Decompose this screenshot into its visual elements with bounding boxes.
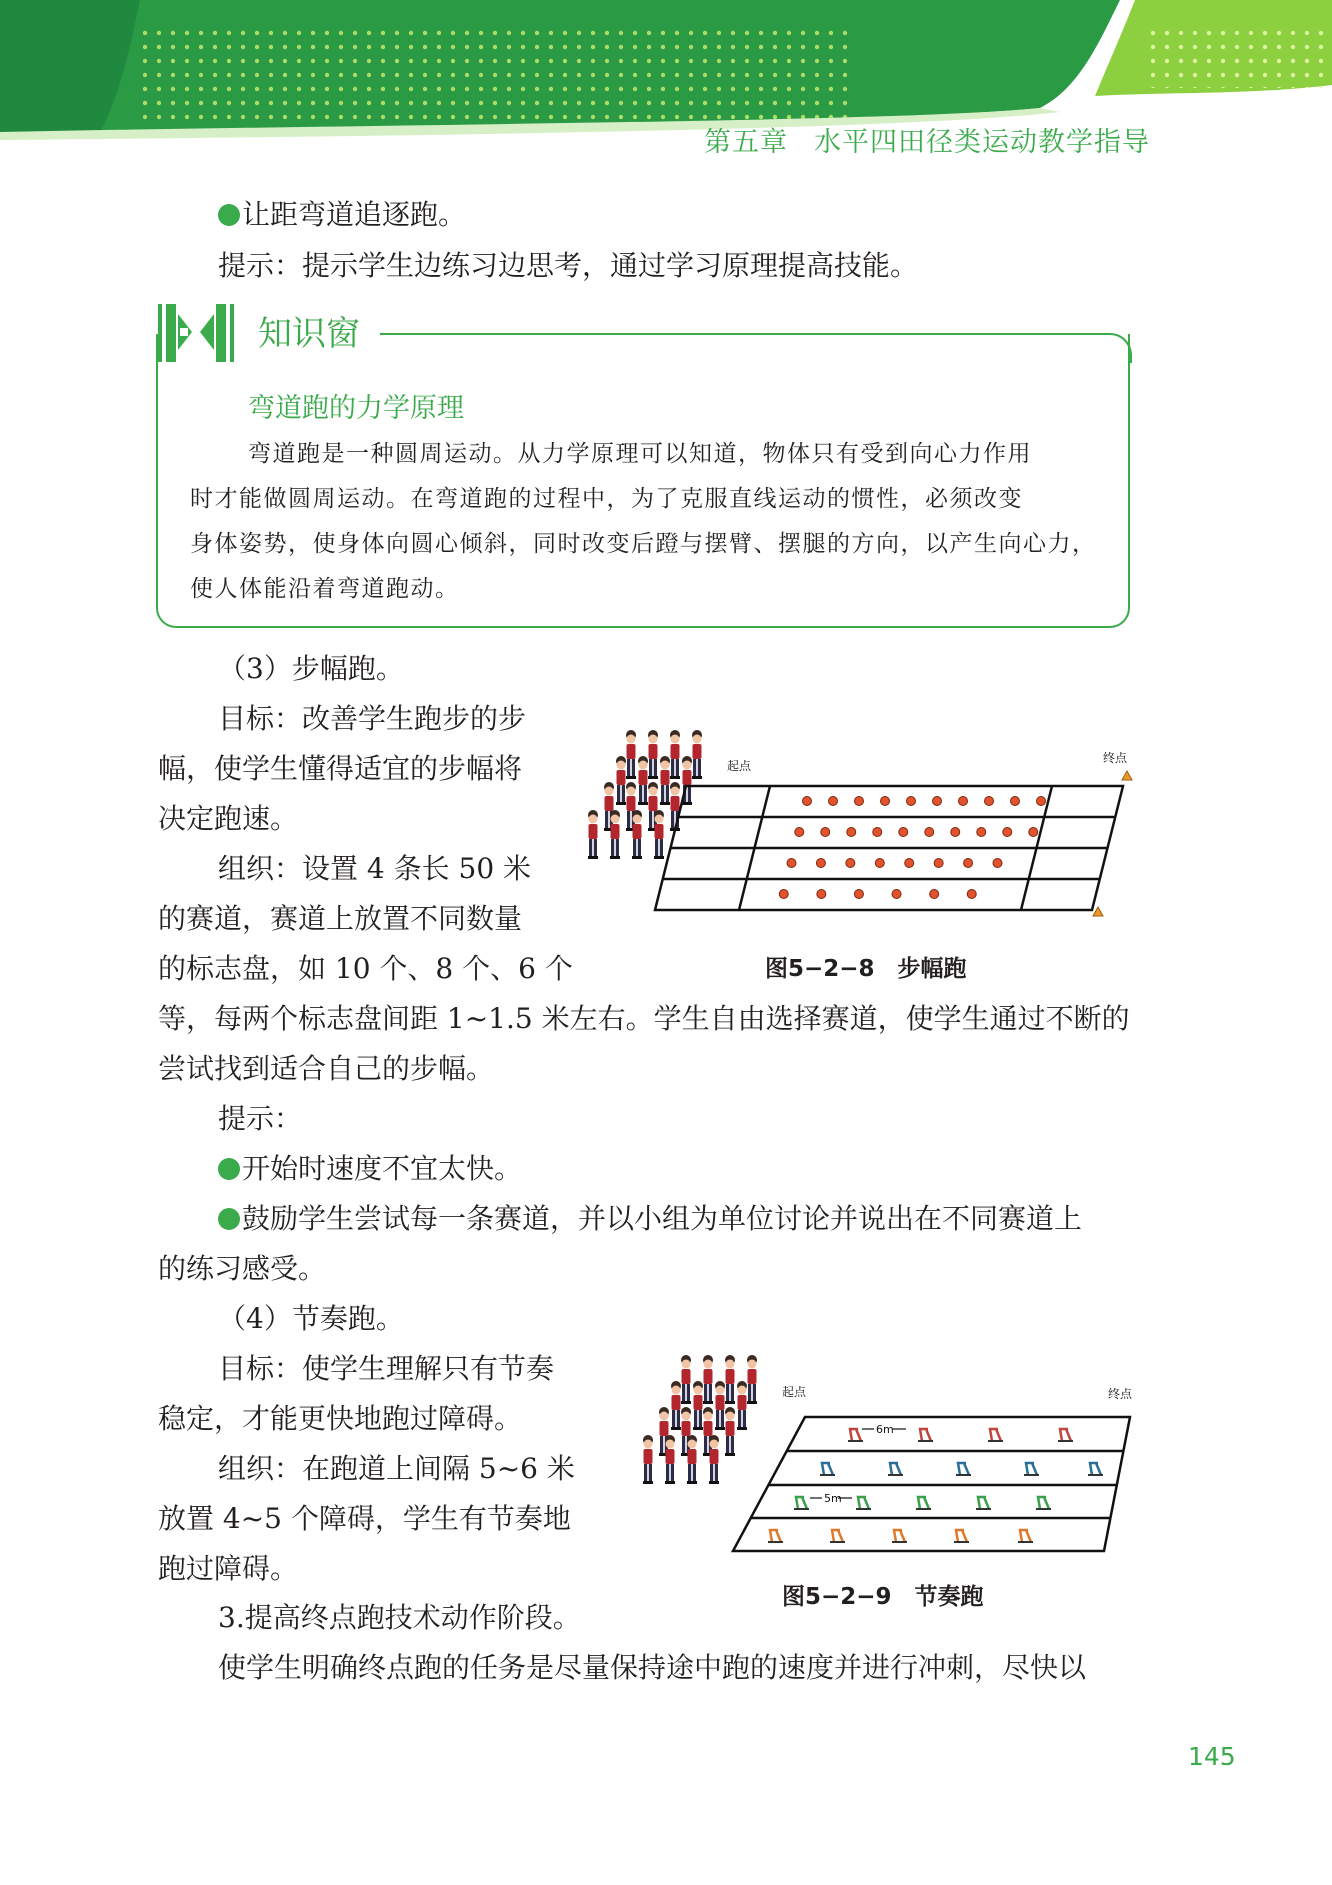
page-number: 145 xyxy=(1188,1742,1236,1771)
marker-disc xyxy=(787,859,796,868)
marker-disc xyxy=(846,859,855,868)
hurdle-icon xyxy=(918,1497,929,1509)
marker-disc xyxy=(821,828,830,837)
hurdle-icon xyxy=(920,1429,931,1441)
bullet-icon xyxy=(218,204,240,226)
hurdle-icon xyxy=(958,1463,969,1475)
figure9-caption: 图5−2−9 节奏跑 xyxy=(782,1584,984,1610)
start-label: 起点 xyxy=(727,759,752,773)
knowledge-window-title: 知识窗 xyxy=(258,314,360,354)
figure-rhythm-run xyxy=(630,1355,1150,1575)
section3-goal-line: 决定跑速。 xyxy=(158,802,299,835)
hurdle-icon xyxy=(1020,1530,1031,1542)
final-text: 使学生明确终点跑的任务是尽量保持途中跑的速度并进行冲刺，尽快以 xyxy=(218,1651,1087,1684)
student-figure xyxy=(604,782,614,831)
student-figure xyxy=(654,810,664,859)
student-figure xyxy=(681,1355,691,1404)
chapter-number: 第五章 xyxy=(704,127,788,158)
section4-heading: （4）节奏跑。 xyxy=(218,1302,404,1335)
bullet-icon xyxy=(218,1158,240,1180)
chapter-header xyxy=(704,120,1150,159)
section3-org-line: 的赛道，赛道上放置不同数量 xyxy=(158,902,523,935)
cone-icon xyxy=(1122,771,1132,780)
student-figure xyxy=(626,730,636,779)
student-figure xyxy=(659,1407,669,1456)
marker-disc xyxy=(892,890,901,899)
header-banner xyxy=(0,0,1332,140)
knowledge-body xyxy=(190,432,1100,612)
marker-disc xyxy=(875,859,884,868)
student-figure xyxy=(670,730,680,779)
student-figure xyxy=(737,1381,747,1430)
student-figure xyxy=(703,1407,713,1456)
student-figure xyxy=(638,756,648,805)
hurdle-icon xyxy=(858,1497,869,1509)
student-figure xyxy=(692,730,702,779)
student-figure xyxy=(681,1407,691,1456)
marker-disc xyxy=(977,828,986,837)
hurdle-icon xyxy=(990,1429,1001,1441)
section4-goal-line: 稳定，才能更快地跑过障碍。 xyxy=(158,1402,523,1435)
marker-disc xyxy=(959,797,968,806)
student-figure xyxy=(715,1381,725,1430)
marker-disc xyxy=(934,859,943,868)
track-lanes xyxy=(655,786,1123,910)
bullet-text: 让距弯道追逐跑。 xyxy=(242,198,467,231)
section4-org-line: 跑过障碍。 xyxy=(158,1552,299,1585)
section3-cont-line: 尝试找到适合自己的步幅。 xyxy=(158,1052,495,1085)
student-figure xyxy=(747,1355,757,1404)
chapter-title-text: 水平四田径类运动教学指导 xyxy=(814,127,1150,158)
student-figure xyxy=(687,1435,697,1484)
student-figure xyxy=(648,782,658,831)
marker-disc xyxy=(905,859,914,868)
marker-disc xyxy=(1003,828,1012,837)
cone-icon xyxy=(1093,907,1103,916)
hurdle-icon xyxy=(796,1497,807,1509)
hurdle-icon xyxy=(978,1497,989,1509)
marker-disc xyxy=(907,797,916,806)
student-figure xyxy=(671,1381,681,1430)
hurdle-icon xyxy=(894,1530,905,1542)
section4-org-line: 放置 4~5 个障碍，学生有节奏地 xyxy=(158,1502,571,1535)
marker-disc xyxy=(1029,828,1038,837)
finish-label: 终点 xyxy=(1108,1387,1133,1401)
gap-label: 5m xyxy=(824,1492,842,1505)
knowledge-line: 身体姿势，使身体向圆心倾斜，同时改变后蹬与摆臂、摆腿的方向，以产生向心力， xyxy=(190,531,1097,557)
gap-label: 6m xyxy=(876,1423,894,1436)
marker-disc xyxy=(829,797,838,806)
marker-disc xyxy=(855,797,864,806)
section3-cont-line: 等，每两个标志盘间距 1~1.5 米左右。学生自由选择赛道，使学生通过不断的 xyxy=(158,1002,1130,1035)
marker-disc xyxy=(951,828,960,837)
student-figure xyxy=(588,810,598,859)
finish-label: 终点 xyxy=(1103,751,1128,765)
section3-tip: 提示： xyxy=(218,1102,303,1135)
hurdle-icon xyxy=(832,1530,843,1542)
student-figure xyxy=(626,782,636,831)
bullet-text: 开始时速度不宜太快。 xyxy=(242,1152,523,1185)
hurdle-icon xyxy=(770,1530,781,1542)
student-figure xyxy=(693,1381,703,1430)
student-group xyxy=(643,1355,757,1484)
marker-disc xyxy=(985,797,994,806)
marker-disc xyxy=(967,890,976,899)
marker-disc xyxy=(816,859,825,868)
section3-bullet-cont: 的练习感受。 xyxy=(158,1252,327,1285)
marker-disc xyxy=(993,859,1002,868)
student-figure xyxy=(665,1435,675,1484)
marker-disc xyxy=(930,890,939,899)
knowledge-line: 使人体能沿着弯道跑动。 xyxy=(190,576,460,602)
marker-disc xyxy=(795,828,804,837)
section3-goal-line: 目标：改善学生跑步的步 xyxy=(218,702,527,735)
hurdle-icon xyxy=(822,1463,833,1475)
section3-bullet xyxy=(218,1194,1082,1244)
hurdle-icon xyxy=(1026,1463,1037,1475)
marker-disc xyxy=(933,797,942,806)
figure-stride-run xyxy=(575,720,1145,940)
marker-disc xyxy=(803,797,812,806)
marker-disc xyxy=(899,828,908,837)
student-figure xyxy=(703,1355,713,1404)
section3-heading: （3）步幅跑。 xyxy=(218,652,404,685)
student-figure xyxy=(632,810,642,859)
start-label: 起点 xyxy=(782,1385,807,1399)
hurdle-icon xyxy=(1090,1463,1101,1475)
marker-disc xyxy=(847,828,856,837)
marker-disc xyxy=(854,890,863,899)
hurdle-icon xyxy=(890,1463,901,1475)
hurdle-icon xyxy=(1060,1429,1071,1441)
bullet-text: 鼓励学生尝试每一条赛道，并以小组为单位讨论并说出在不同赛道上 xyxy=(242,1202,1083,1235)
student-figure xyxy=(709,1435,719,1484)
marker-disc xyxy=(817,890,826,899)
marker-disc xyxy=(779,890,788,899)
bullet-icon xyxy=(218,1208,240,1230)
section4-org-line: 组织：在跑道上间隔 5~6 米 xyxy=(218,1452,575,1485)
hurdle-icon xyxy=(1038,1497,1049,1509)
marker-disc xyxy=(1011,797,1020,806)
hurdle-icon xyxy=(956,1530,967,1542)
intro-bullet xyxy=(218,190,466,240)
student-figure xyxy=(610,810,620,859)
student-figure xyxy=(670,782,680,831)
student-figure xyxy=(725,1407,735,1456)
knowledge-subtitle: 弯道跑的力学原理 xyxy=(248,393,464,424)
section3-bullet xyxy=(218,1144,522,1194)
knowledge-line: 时才能做圆周运动。在弯道跑的过程中，为了克服直线运动的惯性，必须改变 xyxy=(190,486,1023,512)
marker-disc xyxy=(925,828,934,837)
section3-org-line: 组织：设置 4 条长 50 米 xyxy=(218,852,532,885)
marker-disc xyxy=(1037,797,1046,806)
student-figure xyxy=(725,1355,735,1404)
section4-goal-line: 目标：使学生理解只有节奏 xyxy=(218,1352,555,1385)
intro-tip: 提示：提示学生边练习边思考，通过学习原理提高技能。 xyxy=(218,249,919,282)
figure8-caption: 图5−2−8 步幅跑 xyxy=(765,956,967,982)
student-figure xyxy=(648,730,658,779)
student-figure xyxy=(643,1435,653,1484)
marker-disc xyxy=(964,859,973,868)
section3-org-line: 的标志盘，如 10 个、8 个、6 个 xyxy=(158,952,573,985)
marker-disc xyxy=(873,828,882,837)
student-figure xyxy=(660,756,670,805)
hurdle-icon xyxy=(850,1429,861,1441)
marker-disc xyxy=(881,797,890,806)
student-figure xyxy=(616,756,626,805)
knowledge-line: 弯道跑是一种圆周运动。从力学原理可以知道，物体只有受到向心力作用 xyxy=(248,441,1032,467)
section3-goal-line: 幅，使学生懂得适宜的步幅将 xyxy=(158,752,523,785)
final-heading: 3.提高终点跑技术动作阶段。 xyxy=(218,1601,581,1634)
